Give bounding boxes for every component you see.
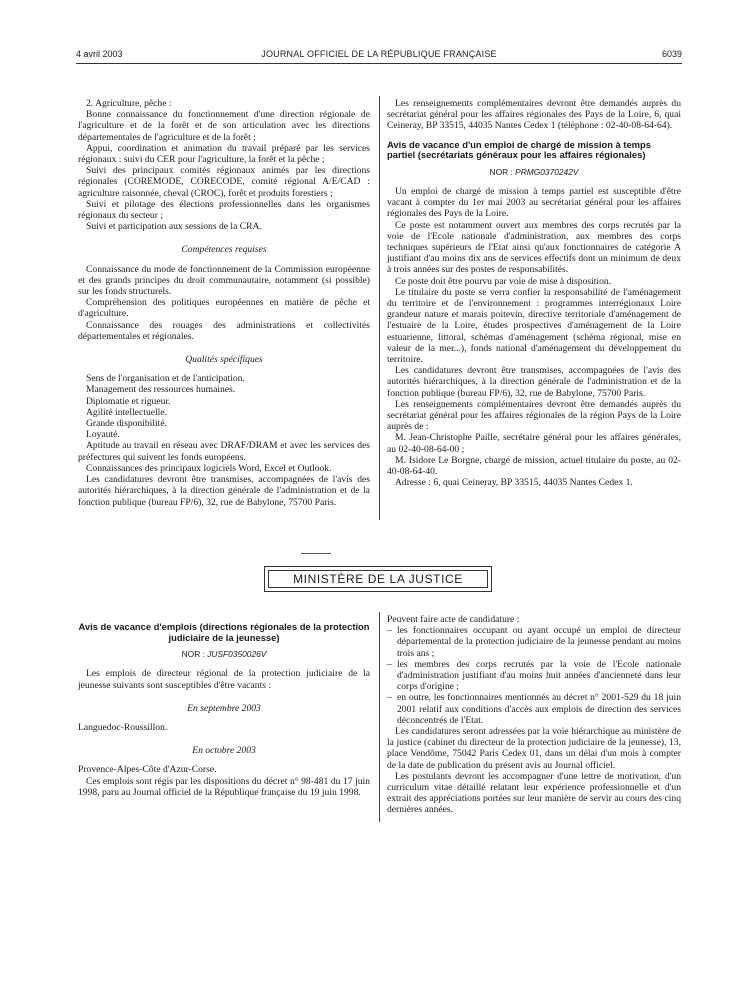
paragraph: Ces emplois sont régis par les dispositions du décret n° 98-481 du 17 juin 1998, paru au Journal officiel de la République française du 19 juin 1998. <box>78 775 370 798</box>
section-subheading: En septembre 2003 <box>187 702 261 714</box>
paragraph: Les emplois de directeur régional de la protection judiciaire de la jeunesse suivants sont susceptibles d'être vacants : <box>78 668 370 691</box>
paragraph: Connaissance du mode de fonctionnement de la Commission européenne et des grands principes du droit communautaire, notamment (si possible) sur les fonds structurels. <box>78 263 370 298</box>
paragraph: Les renseignements complémentaires devront être demandés auprès du secrétariat général pour les affaires régionales de la région Pays de la Loire auprès de : <box>387 398 681 433</box>
notice-title: Avis de vacance d'un emploi de chargé de mission à temps partiel (secrétariats généraux pour les affaires régionales) <box>387 138 651 161</box>
list-item: – en outre, les fonctionnaires mentionnés au décret n° 2001-529 du 18 juin 2001 relatif aux conditions d'accès aux emplois de direction des services déconcentrés de l'Etat. <box>387 692 681 726</box>
quality-item: Sens de l'organisation et de l'anticipation. <box>86 373 245 385</box>
paragraph: Adresse : 6, quai Ceineray, BP 33515, 44035 Nantes Cedex 1. <box>395 477 633 489</box>
quality-item: Loyauté. <box>86 429 120 441</box>
issue-date: 4 avril 2003 <box>76 49 123 59</box>
quality-item: Management des ressources humaines. <box>86 384 236 396</box>
candidate-list <box>387 625 681 726</box>
column-2 <box>387 98 681 488</box>
paragraph: Suivi des principaux comités régionaux animés par les directions régionales (COREMODE, CORECODE, comité régional A/E/CAD : agriculture raisonnée, cheval (CROC), forêt et produits forestiers ; <box>78 165 370 199</box>
header-rule <box>76 63 682 64</box>
paragraph: Un emploi de chargé de mission à temps partiel est susceptible d'être vacant à compter du 1er mai 2003 au secrétariat général pour les affaires régionales des Pays de la Loire. <box>387 186 681 220</box>
paragraph: Peuvent faire acte de candidature : <box>387 614 520 625</box>
paragraph: Appui, coordination et animation du travail préparé par les services régionaux : suivi du CER pour l'agriculture, la forêt et la pêche ; <box>78 142 370 166</box>
nor-label: NOR : <box>181 649 205 660</box>
nor-reference <box>78 649 370 660</box>
section-subheading: Qualités spécifiques <box>185 354 263 366</box>
column-1 <box>78 98 370 508</box>
quality-item: Agilité intellectuelle. <box>86 406 167 418</box>
paragraph: M. Isidore Le Borgne, chargé de mission, actuel titulaire du poste, au 02-40-08-64-40. <box>387 454 681 478</box>
region-item: Provence-Alpes-Côte d'Azur-Corse. <box>78 764 217 776</box>
ministry-heading: MINISTÈRE DE LA JUSTICE <box>268 570 488 588</box>
paragraph: Les candidatures devront être transmises, accompagnées de l'avis des autorités hiérarchiques, à la direction générale de l'administration et de la fonction publique (bureau FP/6), 32, rue de Babylone, 75700 Paris. <box>78 474 370 508</box>
paragraph: Suivi et participation aux sessions de la CRA. <box>86 221 262 233</box>
section-subheading: En octobre 2003 <box>192 745 256 757</box>
notice-title: Avis de vacance d'emplois (directions régionales de la protection judiciaire de la jeunesse) <box>78 621 370 643</box>
page-number: 6039 <box>661 49 682 59</box>
quality-item: Aptitude au travail en réseau avec DRAF/DRAM et avec les services des préfectures qui suivent les fonds européens. <box>78 440 370 463</box>
paragraph: Les postulants devront les accompagner d'une lettre de motivation, d'un curriculum vitae détaillé relatant leur expérience professionnelle et d'un extrait des appréciations portées sur leur manière de servir au cours des cinq dernières années. <box>387 770 681 816</box>
nor-reference <box>387 167 681 178</box>
paragraph: 2. Agriculture, pêche : <box>86 98 172 109</box>
column-divider <box>379 612 380 822</box>
paragraph: Bonne connaissance du fonctionnement d'une direction régionale de l'agriculture et de la forêt et de son articulation avec les directions départementales de l'agriculture et de la forêt ; <box>78 109 370 143</box>
nor-label: NOR : <box>489 166 513 177</box>
nor-code: PRMG0370242V <box>515 166 579 177</box>
column-divider <box>379 96 380 520</box>
journal-title: JOURNAL OFFICIEL DE LA RÉPUBLIQUE FRANÇAISE <box>261 49 497 59</box>
paragraph: Les renseignements complémentaires devront être demandés auprès du secrétariat général pour les affaires régionales des Pays de la Loire, 6, quai Ceineray, BP 33515, 44035 Nantes Cedex 1 (téléphone : 02-40-08-64-64). <box>387 98 681 132</box>
separator-rule <box>301 553 331 554</box>
paragraph: Le titulaire du poste se verra confier la responsabilité de l'aménagement du territoire et de l'environnement : programmes interrégionaux Loire grandeur nature et marais poitevin, directive territoriale d'aménagement de l'estuaire de la Loire, études prospectives d'aménagement de la Loire estuarienne, littoral, schémas d'aménagement (schéma régional, mise en valeur de la mer...), fonds national d'aménagement du développement du territoire. <box>387 286 681 366</box>
list-item: – les fonctionnaires occupant ou ayant occupé un emploi de directeur départemental de la protection judiciaire de la jeunesse pendant au moins trois ans ; <box>387 625 681 659</box>
paragraph: Connaissance des rouages des administrations et collectivités départementales et régionales. <box>78 319 370 342</box>
paragraph: Compréhension des politiques européennes en matière de pêche et d'agriculture. <box>78 297 370 320</box>
paragraph: Les candidatures devront être transmises, accompagnées de l'avis des autorités hiérarchiques, à la direction générale de l'administration et de la fonction publique (bureau FP/6), 32, rue de Babylone, 75700 Paris. <box>387 365 681 399</box>
paragraph: Ce poste est notamment ouvert aux membres des corps recrutés par la voie de l'Ecole nationale d'administration, aux membres des corps techniques supérieurs de l'Etat ainsi qu'aux fonctionnaires de catégorie A justifiant d'au moins dix ans de services effectifs dont un minimum de deux à trois années sur des postes de responsabilités. <box>387 219 681 276</box>
paragraph: M. Jean-Christophe Paille, secrétaire général pour les affaires générales, au 02-40-08-64-00 ; <box>387 432 681 455</box>
nor-code: JUSF0350026V <box>207 649 267 660</box>
section-subheading: Compétences requises <box>181 244 267 256</box>
paragraph: Suivi et pilotage des élections professionnelles dans les organismes régionaux du secteur ; <box>78 198 370 222</box>
paragraph: Ce poste doit être pourvu par voie de mise à disposition. <box>395 275 612 287</box>
quality-item: Connaissances des principaux logiciels Word, Excel et Outlook. <box>86 462 332 474</box>
quality-item: Diplomatie et rigueur. <box>86 395 171 407</box>
paragraph: Les candidatures seront adressées par la voie hiérarchique au ministère de la justice (cabinet du directeur de la protection judiciaire de la jeunesse), 13, place Vendôme, 75042 Paris Cedex 01, dans un délai d'un mois à compter de la date de publication du présent avis au Journal officiel. <box>387 726 681 771</box>
page-header <box>76 49 682 63</box>
list-item: – les membres des corps recrutés par la voie de l'Ecole nationale d'administration justifiant d'au moins huit années d'ancienneté dans leur corps d'origine ; <box>387 659 681 693</box>
quality-item: Grande disponibilité. <box>86 418 167 430</box>
column-3 <box>78 614 370 798</box>
ministry-heading-box <box>264 566 492 592</box>
column-4 <box>387 614 681 816</box>
region-item: Languedoc-Roussillon. <box>78 722 168 733</box>
